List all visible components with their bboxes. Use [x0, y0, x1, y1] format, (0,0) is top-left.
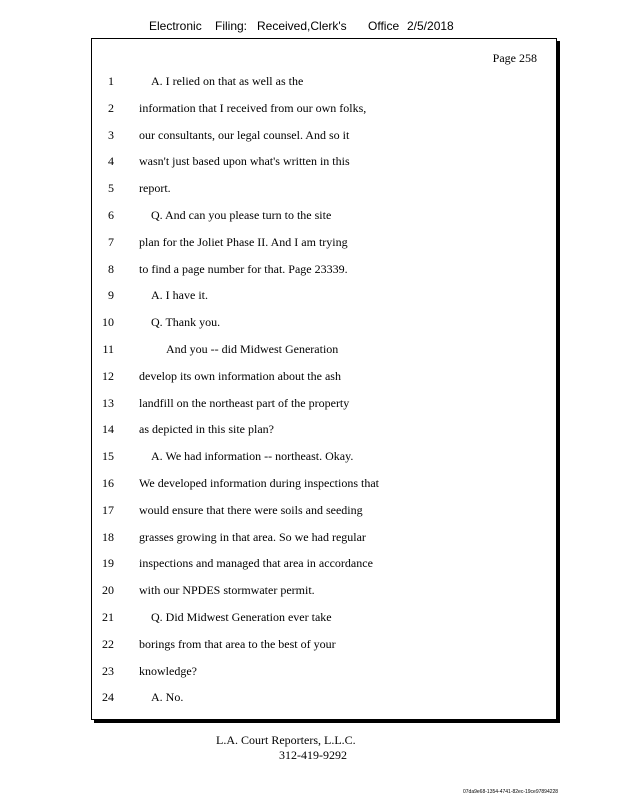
- transcript-line: [92, 664, 556, 680]
- line-text: plan for the Joliet Phase II. And I am trying: [139, 234, 348, 249]
- filing-header-date: 2/5/2018: [407, 19, 454, 33]
- line-number: 14: [102, 422, 114, 437]
- line-text: information that I received from our own folks,: [139, 100, 367, 115]
- transcript-line: [92, 422, 556, 438]
- line-number: 20: [102, 583, 114, 598]
- line-text: landfill on the northeast part of the property: [139, 395, 350, 410]
- line-number: 23: [102, 663, 114, 678]
- page-number: Page 258: [492, 51, 537, 65]
- transcript-line: [92, 396, 556, 412]
- line-number: 10: [102, 315, 114, 330]
- line-text: A. We had information -- northeast. Okay.: [151, 449, 354, 464]
- line-number: 9: [108, 288, 114, 303]
- transcript-line: [92, 74, 556, 90]
- line-number: 22: [102, 636, 114, 651]
- line-text: Q. Thank you.: [151, 315, 221, 330]
- line-text: wasn't just based upon what's written in this: [139, 154, 350, 169]
- transcript-line: [92, 583, 556, 599]
- line-text: as depicted in this site plan?: [139, 422, 274, 437]
- transcript-line: [92, 181, 556, 197]
- line-number: 5: [108, 181, 114, 196]
- line-number: 7: [108, 234, 114, 249]
- line-text: with our NPDES stormwater permit.: [139, 583, 315, 598]
- transcript-line: [92, 288, 556, 304]
- line-number: 6: [108, 208, 114, 222]
- line-text: A. No.: [151, 690, 184, 705]
- transcript-line: [92, 556, 556, 572]
- transcript-line: [92, 315, 556, 331]
- transcript-line: [92, 101, 556, 117]
- line-text: Q. Did Midwest Generation ever take: [151, 610, 332, 624]
- transcript-line: [92, 208, 556, 224]
- filing-header-received: Received,Clerk's: [257, 19, 347, 33]
- transcript-line: [92, 610, 556, 626]
- line-text: to find a page number for that. Page 23339.: [139, 261, 348, 276]
- line-text: inspections and managed that area in accordance: [139, 556, 373, 571]
- line-text: Q. And can you please turn to the site: [151, 208, 332, 222]
- transcript-line: [92, 476, 556, 492]
- transcript-line: [92, 530, 556, 546]
- transcript-line: [92, 342, 556, 358]
- line-number: 21: [102, 610, 114, 624]
- line-number: 18: [102, 529, 114, 544]
- line-number: 19: [102, 556, 114, 571]
- transcript-page: [91, 38, 557, 720]
- transcript-line: [92, 503, 556, 519]
- line-text: knowledge?: [139, 663, 197, 678]
- filing-header-filing: Filing:: [215, 19, 248, 33]
- transcript-line: [92, 637, 556, 653]
- line-number: 1: [108, 74, 114, 88]
- line-number: 8: [108, 261, 114, 276]
- filing-header-electronic: Electronic: [149, 19, 202, 33]
- line-text: our consultants, our legal counsel. And so it: [139, 127, 350, 142]
- line-number: 2: [108, 100, 114, 115]
- line-number: 3: [108, 127, 114, 142]
- line-text: borings from that area to the best of your: [139, 636, 336, 651]
- line-number: 12: [102, 368, 114, 383]
- line-text: report.: [139, 181, 171, 196]
- line-text: We developed information during inspections that: [139, 476, 379, 490]
- line-number: 24: [102, 690, 114, 705]
- court-reporter-phone: 312-419-9292: [279, 748, 347, 762]
- document-id: 07da9e68-1354-4741-82ec-19ce97894228: [463, 789, 559, 795]
- line-number: 4: [108, 154, 114, 169]
- line-text: And you -- did Midwest Generation: [166, 342, 339, 356]
- filing-header-office: Office: [368, 19, 400, 33]
- transcript-line: [92, 262, 556, 278]
- transcript-line: [92, 690, 556, 706]
- transcript-line: [92, 154, 556, 170]
- transcript-line: [92, 235, 556, 251]
- line-text: A. I relied on that as well as the: [151, 74, 304, 88]
- line-text: would ensure that there were soils and seeding: [139, 502, 363, 517]
- line-text: grasses growing in that area. So we had regular: [139, 529, 366, 544]
- line-text: develop its own information about the ash: [139, 368, 341, 383]
- line-text: A. I have it.: [151, 288, 208, 303]
- transcript-line: [92, 128, 556, 144]
- line-number: 11: [102, 342, 114, 356]
- transcript-line: [92, 369, 556, 385]
- line-number: 13: [102, 395, 114, 410]
- line-number: 16: [102, 476, 114, 490]
- line-number: 15: [102, 449, 114, 464]
- court-reporter-name: L.A. Court Reporters, L.L.C.: [216, 733, 356, 747]
- transcript-line: [92, 449, 556, 465]
- line-number: 17: [102, 502, 114, 517]
